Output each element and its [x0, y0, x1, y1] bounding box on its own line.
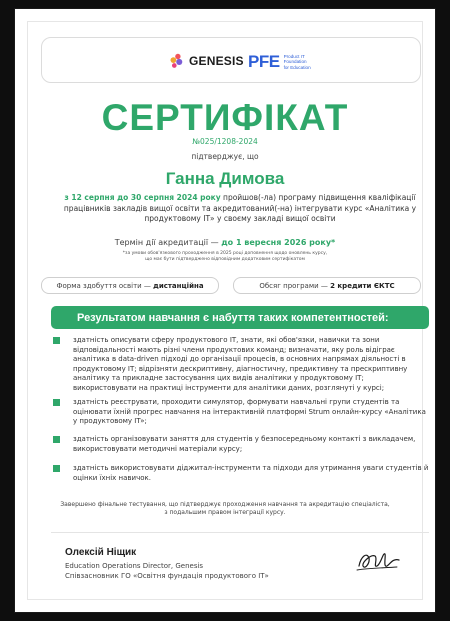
certificate-number: №025/1208-2024	[192, 137, 258, 146]
genesis-logo-text: GENESIS	[189, 54, 244, 68]
description-text: у своєму закладі вищої освіти	[214, 214, 336, 223]
completion-note-line: Завершено фінальне тестування, що підтверджує проходження навчання та акредитацію спеціаліста,	[60, 501, 390, 508]
signature-divider	[51, 532, 429, 533]
competency-text: здатність реєструвати, проходити симулятор, формувати навчальні групи студентів та оцінювати їхній прогрес навчання на інтерактивній платформі Strum онлайн-курсу «Аналітика у продуктовому IT»;	[73, 398, 426, 426]
signer-role: Education Operations Director, Genesis	[65, 562, 204, 570]
handwritten-signature	[355, 546, 401, 576]
competency-text: здатність організовувати заняття для студентів у безпосередньому контакті з викладачем, використовувати методичні матеріали курсу;	[73, 435, 416, 453]
competencies-banner: Результатом навчання є набуття таких компетентностей:	[51, 306, 429, 329]
competency-text: здатність описувати сферу продуктового IT, знати, які обов'язки, навички та зони відповідальності мають різні члени продуктових команд; визначати, яку роль відіграє аналітика в data-driven підході до організації процесів, в основних напрямах діяльності в продуктовому IT; відрізняти дескриптивну, діагностичну, предиктивну та прескриптивну аналітику та прикладне застосування цих видів аналітики у продуктовому IT; використовувати на практиці інструменти для аналітики даних, розглянуті у курсі;	[73, 336, 408, 392]
competency-bullet-icon	[53, 465, 60, 472]
completion-note	[15, 501, 435, 517]
study-form-label: Форма здобуття освіти —	[56, 281, 151, 290]
program-volume-pill	[233, 277, 421, 294]
pfe-logo-line: Product IT	[283, 53, 305, 59]
study-form-value: дистанційна	[153, 281, 204, 290]
competency-item	[51, 336, 429, 394]
note-line: *за умови обов'язкового проходження в 2025 році доповнення щодо оновлень курсу,	[122, 251, 328, 256]
logo-bar	[41, 37, 421, 83]
pfe-logo-text	[284, 54, 311, 70]
competency-bullet-icon	[53, 399, 60, 406]
competency-text: здатність використовувати діджитал-інструменти та підходи для утримання уваги студентів й оцінки їхніх навичок.	[73, 464, 429, 482]
description-text: пройшов(-ла) програму підвищення кваліфікації працівників закладів вищої освіти та акредитований(-на) інтегрувати курс	[63, 193, 416, 213]
pfe-logo-mark: PFE	[248, 52, 280, 71]
description-paragraph	[51, 193, 429, 225]
signer-name: Олексій Ніщик	[65, 547, 137, 558]
competency-bullet-icon	[53, 337, 60, 344]
pfe-logo-line: for Education	[283, 64, 311, 70]
certificate-title: СЕРТИФІКАТ	[101, 97, 349, 138]
signer-details	[65, 561, 269, 581]
pfe-logo-line: Foundation	[283, 59, 307, 65]
competency-item	[51, 464, 429, 483]
accreditation-term	[15, 238, 435, 247]
course-dates: з 12 серпня до 30 серпня 2024 року	[64, 193, 221, 202]
competency-item	[51, 435, 429, 454]
note-line: що має бути підтверджено відповідним додатковим сертифікатом	[145, 257, 305, 262]
competency-bullet-icon	[53, 436, 60, 443]
course-name: «Аналітика у продуктовому ІТ»	[144, 203, 417, 223]
program-volume-label: Обсяг програми —	[259, 281, 328, 290]
confirms-text: підтверджує, що	[191, 152, 259, 161]
accreditation-label: Термін дії акредитації —	[114, 238, 219, 247]
recipient-name: Ганна Димова	[165, 169, 285, 188]
accreditation-note	[15, 251, 435, 263]
signer-organization: Співзасновник ГО «Освітня фундація продуктового ІТ»	[65, 572, 269, 580]
certificate-page	[14, 8, 436, 613]
genesis-logo-icon	[168, 52, 186, 70]
accreditation-value: до 1 вересня 2026 року*	[221, 238, 336, 247]
competency-item	[51, 398, 429, 427]
study-form-pill	[41, 277, 219, 294]
completion-note-line: з подальшим правом інтеграції курсу.	[164, 509, 286, 516]
genesis-logo	[168, 52, 244, 70]
pfe-logo	[248, 52, 311, 72]
program-volume-value: 2 кредити ЄКТС	[330, 281, 395, 290]
